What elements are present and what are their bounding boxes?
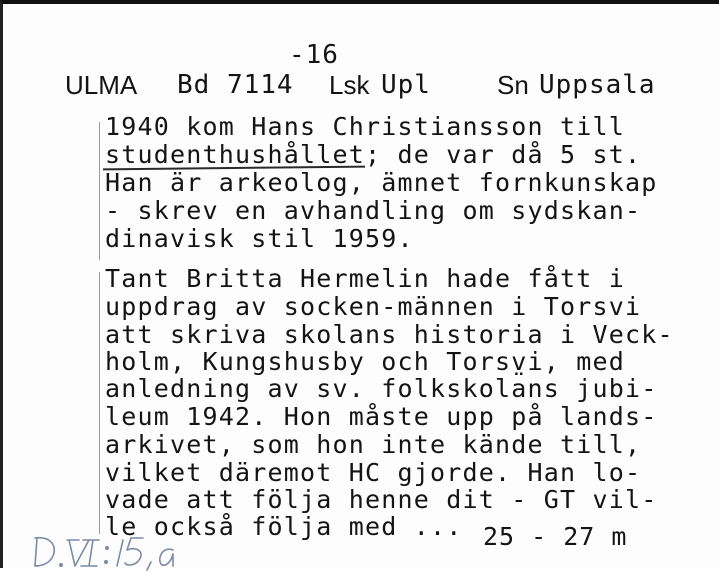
margin-bar: [99, 122, 100, 260]
text-line: dinavisk stil 1959.: [105, 224, 414, 253]
text-line: holm, Kungshusby och Torsv̤i, med: [105, 347, 626, 376]
sn-value: Uppsala: [539, 70, 656, 100]
text-line: uppdrag av socken-männen i Torsvi: [105, 292, 642, 321]
text-line: studenthushållet; de var då 5 st.: [105, 140, 642, 169]
text-line: leum 1942. Hon måste upp på lands-: [105, 402, 658, 431]
sn-label: Sn: [497, 70, 529, 100]
text-line: arkivet, som hon inte kände till,: [105, 430, 642, 459]
text-line: le också följa med ...: [105, 512, 463, 541]
text-line: vilket däremot HC gjorde. Han lo-: [105, 458, 642, 487]
text-line: Tant Britta Hermelin hade fått i: [105, 264, 626, 293]
archive-code: ULMA: [65, 70, 138, 100]
text-line: 1940 kom Hans Christiansson till: [105, 112, 626, 141]
text-line: anledning av sv. folkskolans jubi-: [105, 374, 658, 403]
lsk-label: Lsk: [329, 70, 370, 100]
card-number: -16: [289, 40, 339, 70]
text-line: vade att följa henne dit - GT vil-: [105, 485, 658, 514]
text-line: - skrev en avhandling om sydskan-: [105, 196, 642, 225]
lsk-value: Upl: [381, 70, 431, 100]
page-range: 25 - 27 m: [483, 522, 628, 551]
text-line: att skriva skolans historia i Veck-: [105, 320, 674, 349]
margin-bar: [99, 272, 100, 534]
text-line: Han är arkeolog, ämnet fornkunskap: [105, 168, 658, 197]
volume-number: Bd 7114: [177, 70, 294, 100]
handwritten-reference: [27, 526, 207, 572]
